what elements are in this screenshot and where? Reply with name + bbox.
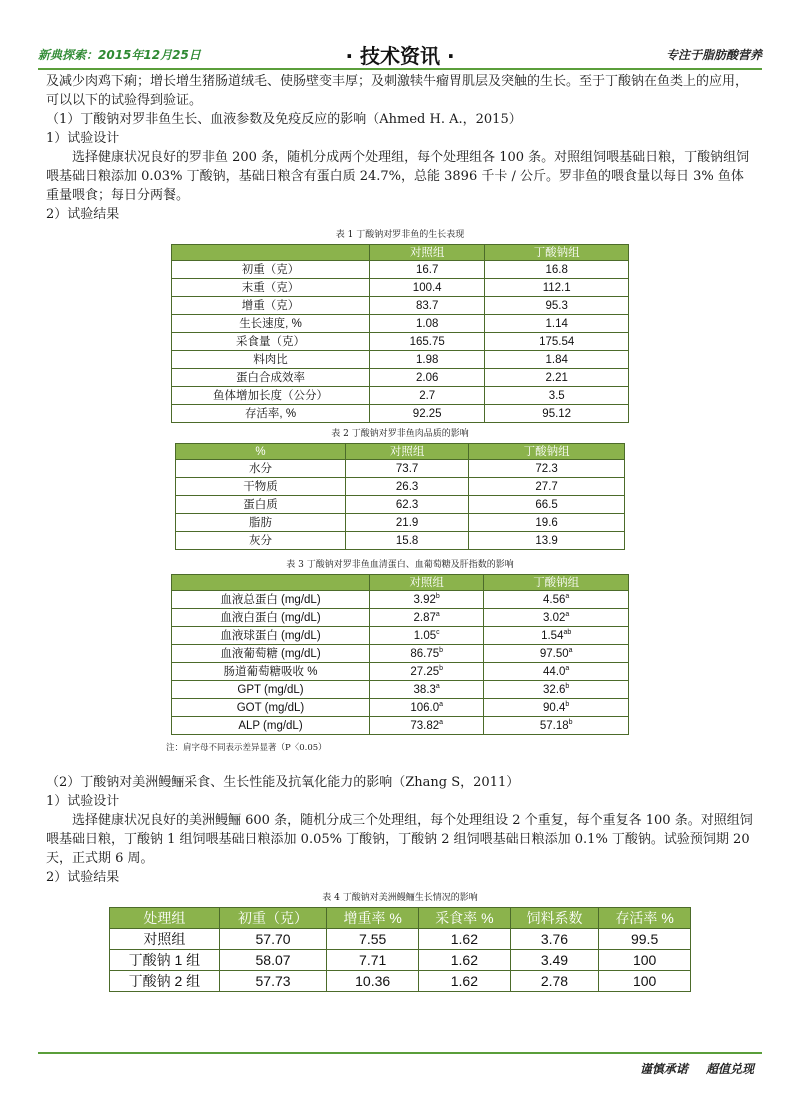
row-label: 血液白蛋白 (mg/dL) (172, 609, 370, 627)
table-cell: 10.36 (327, 971, 419, 992)
column-header: 丁酸钠组 (485, 245, 629, 261)
table-cell: 1.62 (419, 929, 511, 950)
table-cell: 83.7 (370, 297, 485, 315)
row-label: 增重（克） (172, 297, 370, 315)
row-label: 生长速度, % (172, 315, 370, 333)
table-cell (484, 591, 629, 609)
header-slogan: 专注于脂肪酸营养 (665, 48, 762, 62)
significance-letter: a (435, 610, 440, 618)
column-header: 饲料系数 (510, 908, 599, 929)
table-cell: 1.08 (370, 315, 485, 333)
table-row (110, 950, 691, 971)
row-label: 血液球蛋白 (mg/dL) (172, 627, 370, 645)
cell-value: 57.18 (539, 719, 569, 732)
table-cell: 100 (599, 971, 691, 992)
table-row (172, 609, 629, 627)
table-cell: 95.3 (485, 297, 629, 315)
table-cell (484, 663, 629, 681)
section-2-design-text: 选择健康状况良好的美洲鳗鲡 600 条，随机分成三个处理组，每个处理组设 2 个重复，每个重复各 100 条。对照组饲喂基础日粮，丁酸钠 1 组饲喂基础日粮添加 0.05% 丁酸钠，丁酸钠 2 组饲喂基础日粮添加 0.1% 丁酸钠。试验预饲期 20 天，正式期 6 周。 (46, 813, 753, 866)
row-label: 初重（克） (172, 261, 370, 279)
table-cell: 1.14 (485, 315, 629, 333)
row-label: 血液总蛋白 (mg/dL) (172, 591, 370, 609)
significance-letter: b (439, 664, 444, 672)
issue-date: 新典探索：2015年12月25日 (38, 48, 201, 62)
row-label: GOT (mg/dL) (172, 699, 370, 717)
table-cell: 15.8 (346, 532, 469, 550)
table-cell: 27.7 (469, 478, 625, 496)
table-cell: 7.71 (327, 950, 419, 971)
row-label: 肠道葡萄糖吸收 % (172, 663, 370, 681)
row-label: 干物质 (176, 478, 346, 496)
table-cell: 100.4 (370, 279, 485, 297)
table-cell: 2.06 (370, 369, 485, 387)
table-cell: 1.84 (485, 351, 629, 369)
cell-value: 97.50 (539, 647, 569, 660)
table-1-caption: 表 1 丁酸钠对罗非鱼的生长表现 (335, 230, 465, 240)
section-2-design-heading: 1）试验设计 (46, 794, 120, 809)
cell-value: 106.0 (410, 701, 440, 714)
column-header (172, 575, 370, 591)
table-row (172, 387, 629, 405)
table-cell (484, 609, 629, 627)
row-label: 采食量（克） (172, 333, 370, 351)
cell-value: 3.02 (543, 611, 566, 624)
cell-value: 73.82 (410, 719, 440, 732)
table-row (172, 351, 629, 369)
table-2-meat-quality (175, 443, 625, 550)
section-1-result-heading: 2）试验结果 (46, 207, 120, 222)
table-cell (370, 699, 484, 717)
significance-letter: a (565, 664, 570, 672)
cell-value: 4.56 (543, 593, 566, 606)
table-cell: 2.78 (510, 971, 599, 992)
table-cell: 3.5 (485, 387, 629, 405)
table-cell: 100 (599, 950, 691, 971)
footer-rule (38, 1052, 762, 1054)
table-row (172, 681, 629, 699)
table-row (172, 699, 629, 717)
table-cell: 2.21 (485, 369, 629, 387)
significance-letter: ab (563, 628, 572, 636)
table-row (172, 591, 629, 609)
row-label: 存活率, % (172, 405, 370, 423)
column-header: 对照组 (346, 444, 469, 460)
row-label: 脂肪 (176, 514, 346, 532)
table-cell (484, 717, 629, 735)
table-cell: 16.8 (485, 261, 629, 279)
table-cell: 165.75 (370, 333, 485, 351)
section-1-design-heading: 1）试验设计 (46, 131, 120, 146)
significance-letter: b (565, 682, 570, 690)
table-row (172, 297, 629, 315)
row-label: ALP (mg/dL) (172, 717, 370, 735)
header-rule (38, 68, 762, 70)
table-cell: 19.6 (469, 514, 625, 532)
table-row (172, 279, 629, 297)
cell-value: 86.75 (410, 647, 440, 660)
table-cell: 57.70 (219, 929, 327, 950)
cell-value: 27.25 (410, 665, 440, 678)
table-4-eel-growth (109, 907, 691, 992)
table-4-caption: 表 4 丁酸钠对美洲鳗鲡生长情况的影响 (322, 893, 478, 903)
column-header: 初重（克） (219, 908, 327, 929)
table-cell: 73.7 (346, 460, 469, 478)
table-row (172, 645, 629, 663)
intro-paragraph: 及减少肉鸡下痢；增长增生猪肠道绒毛、使肠壁变丰厚；及刺激犊牛瘤胃肌层及突触的生长。至于丁酸钠在鱼类上的应用，可以以下的试验得到验证。 (46, 74, 749, 108)
table-cell (370, 627, 484, 645)
significance-letter: a (439, 718, 444, 726)
footer-slogan: 谨慎承诺 超值兑现 (639, 1062, 754, 1076)
cell-value: 1.54 (541, 629, 564, 642)
article-body (46, 72, 754, 992)
significance-letter: c (436, 628, 440, 636)
table-cell: 99.5 (599, 929, 691, 950)
significance-letter: a (435, 682, 440, 690)
table-cell: 72.3 (469, 460, 625, 478)
section-2-result-heading: 2）试验结果 (46, 870, 120, 885)
row-label: 血液葡萄糖 (mg/dL) (172, 645, 370, 663)
table-row (176, 532, 625, 550)
column-header: 丁酸钠组 (469, 444, 625, 460)
column-header (172, 245, 370, 261)
cell-value: 38.3 (413, 683, 436, 696)
table-cell (370, 663, 484, 681)
significance-letter: b (565, 700, 570, 708)
section-1-design-text: 选择健康状况良好的罗非鱼 200 条，随机分成两个处理组，每个处理组各 100 条。对照组饲喂基础日粮，丁酸钠组饲喂基础日粮添加 0.03% 丁酸钠，基础日粮含有蛋白质 24.7%，总能 3896 千卡 / 公斤。罗非鱼的喂食量以每日 3% 鱼体重量喂食；每日分两餐。 (46, 150, 750, 203)
table-row (172, 405, 629, 423)
table-row (172, 627, 629, 645)
table-cell: 13.9 (469, 532, 625, 550)
row-label: GPT (mg/dL) (172, 681, 370, 699)
table-row (172, 315, 629, 333)
column-header: 存活率 % (599, 908, 691, 929)
table-cell: 58.07 (219, 950, 327, 971)
table-row (110, 929, 691, 950)
table-cell (484, 627, 629, 645)
row-label: 蛋白合成效率 (172, 369, 370, 387)
table-cell: 92.25 (370, 405, 485, 423)
section-1-title: （1）丁酸钠对罗非鱼生长、血液参数及免疫反应的影响（Ahmed H. A.，2015） (46, 112, 522, 127)
table-cell: 175.54 (485, 333, 629, 351)
table-row (172, 717, 629, 735)
column-header: 处理组 (110, 908, 220, 929)
table-cell: 3.49 (510, 950, 599, 971)
table-cell (370, 645, 484, 663)
table-3-note: 注：肩字母不同表示差异显著（P〈0.05） (166, 743, 327, 753)
table-cell (370, 591, 484, 609)
table-cell: 66.5 (469, 496, 625, 514)
page-header (38, 40, 762, 66)
cell-value: 32.6 (543, 683, 566, 696)
row-label: 料肉比 (172, 351, 370, 369)
significance-letter: b (568, 718, 573, 726)
table-cell (370, 717, 484, 735)
table-3-blood (171, 574, 629, 735)
table-cell (484, 645, 629, 663)
table-cell: 57.73 (219, 971, 327, 992)
row-label: 末重（克） (172, 279, 370, 297)
cell-value: 44.0 (543, 665, 566, 678)
table-row (110, 971, 691, 992)
table-cell: 3.76 (510, 929, 599, 950)
table-cell: 2.7 (370, 387, 485, 405)
table-cell: 95.12 (485, 405, 629, 423)
table-row (172, 333, 629, 351)
table-row (172, 261, 629, 279)
row-label: 鱼体增加长度（公分） (172, 387, 370, 405)
column-header: 对照组 (370, 575, 484, 591)
table-cell (370, 609, 484, 627)
table-cell: 1.62 (419, 971, 511, 992)
significance-letter: a (568, 646, 573, 654)
table-row (172, 663, 629, 681)
significance-letter: a (565, 610, 570, 618)
cell-value: 90.4 (543, 701, 566, 714)
significance-letter: a (439, 700, 444, 708)
table-cell: 16.7 (370, 261, 485, 279)
table-cell: 112.1 (485, 279, 629, 297)
table-cell (484, 681, 629, 699)
table-cell: 1.98 (370, 351, 485, 369)
column-header: 采食率 % (419, 908, 511, 929)
column-header: 增重率 % (327, 908, 419, 929)
table-row (176, 514, 625, 532)
cell-value: 3.92 (413, 593, 436, 606)
significance-letter: a (565, 592, 570, 600)
table-row (176, 496, 625, 514)
table-2-caption: 表 2 丁酸钠对罗非鱼肉品质的影响 (331, 429, 469, 439)
table-cell: 21.9 (346, 514, 469, 532)
table-row (172, 369, 629, 387)
table-row (176, 478, 625, 496)
row-label: 水分 (176, 460, 346, 478)
row-label: 蛋白质 (176, 496, 346, 514)
cell-value: 2.87 (413, 611, 436, 624)
significance-letter: b (439, 646, 444, 654)
column-header: % (176, 444, 346, 460)
section-title: · 技术资讯 · (345, 44, 455, 68)
table-cell (370, 681, 484, 699)
column-header: 丁酸钠组 (484, 575, 629, 591)
row-label: 丁酸钠 2 组 (110, 971, 220, 992)
table-cell: 62.3 (346, 496, 469, 514)
table-3-caption: 表 3 丁酸钠对罗非鱼血清蛋白、血葡萄糖及肝指数的影响 (286, 560, 514, 570)
row-label: 对照组 (110, 929, 220, 950)
table-cell: 26.3 (346, 478, 469, 496)
table-row (176, 460, 625, 478)
section-2-title: （2）丁酸钠对美洲鳗鲡采食、生长性能及抗氧化能力的影响（Zhang S，2011） (46, 775, 520, 790)
table-cell: 1.62 (419, 950, 511, 971)
row-label: 丁酸钠 1 组 (110, 950, 220, 971)
table-cell (484, 699, 629, 717)
row-label: 灰分 (176, 532, 346, 550)
significance-letter: b (435, 592, 440, 600)
cell-value: 1.05 (413, 629, 437, 642)
column-header: 对照组 (370, 245, 485, 261)
table-cell: 7.55 (327, 929, 419, 950)
table-1-growth (171, 244, 629, 423)
